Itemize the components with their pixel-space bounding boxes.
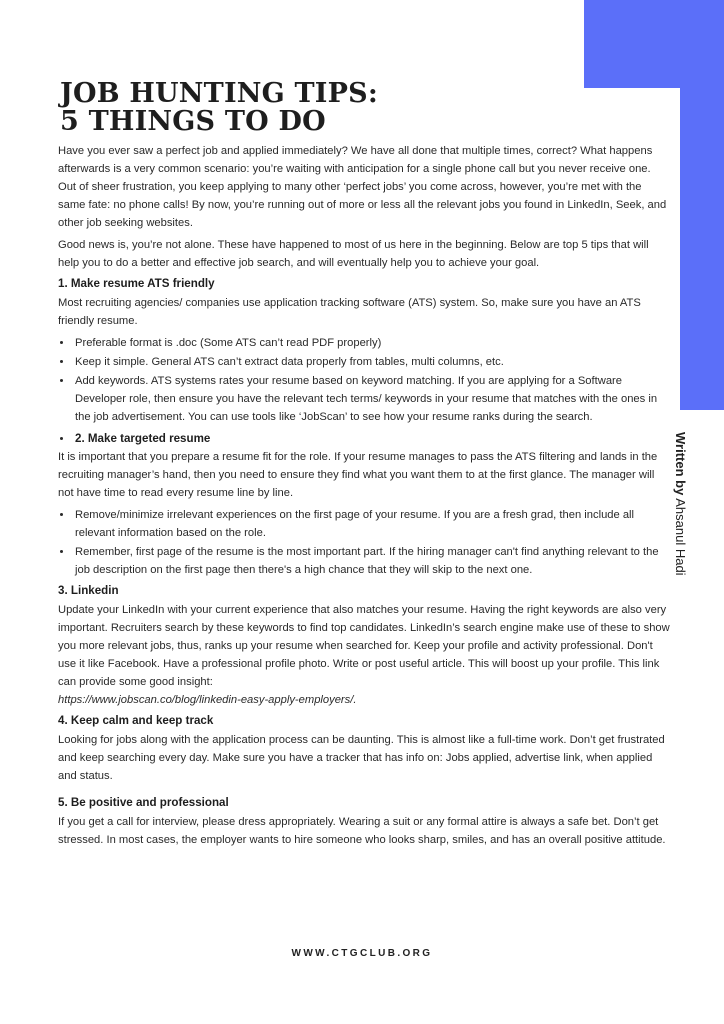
- article-body: [58, 142, 670, 853]
- list-item: • Preferable format is .doc (Some ATS can’t read PDF properly): [73, 334, 670, 352]
- section-2-heading: • 2. Make targeted resume: [75, 432, 211, 445]
- list-item: • Remember, first page of the resume is the most important part. If the hiring manager can't find anything relevant to the job description on the first page then there's a high chance that they will skip to the next one.: [73, 543, 670, 579]
- section-2-bullets: [58, 506, 670, 579]
- author-name: Ahsanul Hadi: [673, 498, 688, 576]
- section-4-heading: 4. Keep calm and keep track: [58, 714, 214, 727]
- list-item: • Keep it simple. General ATS can’t extract data properly from tables, multi columns, etc.: [73, 353, 670, 371]
- author-prefix: Written by: [673, 432, 688, 496]
- section-1-heading: 1. Make resume ATS friendly: [58, 277, 215, 290]
- title-line-2: 5 THINGS TO DO: [60, 106, 326, 137]
- section-3-heading: 3. Linkedin: [58, 584, 119, 597]
- list-item: • Add keywords. ATS systems rates your resume based on keyword matching. If you are applying for a Software Developer role, then ensure you have the relevant tech terms/ keywords in your resume that matches with the ones in the job advertisement. You can use tools like ‘JobScan’ to see how your resume ranks during the search.: [73, 372, 670, 426]
- title-line-1: JOB HUNTING TIPS:: [60, 78, 379, 109]
- accent-bar-side: [680, 88, 724, 410]
- author-credit: [673, 432, 688, 576]
- page-title: [60, 80, 378, 136]
- section-4-body: Looking for jobs along with the application process can be daunting. This is almost like a full-time work. Don’t get frustrated and keep searching every day. Make sure you have a tracker that has info on: Jobs applied, advertise link, when applied and status.: [58, 734, 665, 782]
- list-item: • Remove/minimize irrelevant experiences on the first page of your resume. If you are a fresh grad, then include all relevant information based on the role.: [73, 506, 670, 542]
- intro-paragraph-2: Good news is, you’re not alone. These have happened to most of us here in the beginning. Below are top 5 tips that will help you to do a better and effective job search, and will eventually help you to achieve your goal.: [58, 239, 649, 269]
- section-1-bullets: [58, 334, 670, 426]
- section-1-body: Most recruiting agencies/ companies use application tracking software (ATS) system. So, make sure you have an ATS friendly resume.: [58, 297, 641, 327]
- intro-paragraph-1: Have you ever saw a perfect job and applied immediately? We have all done that multiple times, correct? What happens afterwards is a very common scenario: you’re waiting with anticipation for a single phone call but you never receive one. Out of sheer frustration, you keep applying to many other ‘perfect jobs’ you come across, however, you’re met with the same fate: no phone calls! By now, you’re running out of more or less all the relevant jobs you found in LinkedIn, Seek, and other job seeking websites.: [58, 145, 667, 229]
- accent-bar-top: [584, 0, 724, 88]
- section-2-body: It is important that you prepare a resume fit for the role. If your resume manages to pass the ATS filtering and lands in the recruiting manager’s hand, then you need to ensure they find what you want them to at the first glance. The manager will not have time to read every resume line by line.: [58, 451, 658, 499]
- linkedin-article-link[interactable]: https://www.jobscan.co/blog/linkedin-easy-apply-employers/.: [58, 694, 357, 706]
- section-3-body: Update your LinkedIn with your current experience that also matches your resume. Having the right keywords are also very important. Recruiters search by these keywords to find top candidates. LinkedIn’s search engine make use of these to show you more relevant jobs, thus, ranks up your resume when searched for. Keep your profile and activity professional. Don't use it like Facebook. Have a professional profile photo. Write or post useful article. This will boost up your profile. This link can provide some good insight:: [58, 604, 670, 688]
- footer-website[interactable]: WWW.CTGCLUB.ORG: [291, 948, 433, 959]
- section-5-body: If you get a call for interview, please dress appropriately. Wearing a suit or any formal attire is always a safe bet. Don’t get stressed. In most cases, the employer wants to hire someone who looks sharp, smiles, and has an overall positive attitude.: [58, 816, 666, 846]
- section-2-heading-list: [58, 430, 670, 447]
- section-5-heading: 5. Be positive and professional: [58, 796, 229, 809]
